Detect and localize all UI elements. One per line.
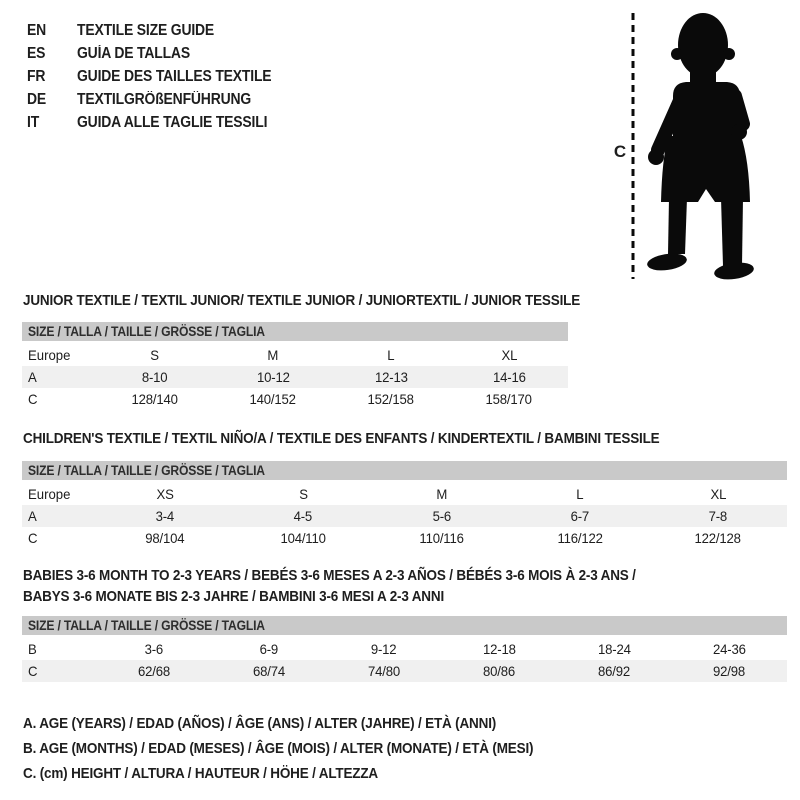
children-section-title-text: CHILDREN'S TEXTILE / TEXTIL NIÑO/A / TEXTILE DES ENFANTS / KINDERTEXTIL / BAMBINI TESSILE (23, 430, 660, 447)
row-label: C (28, 391, 38, 407)
table-row-height (22, 527, 787, 549)
language-title: TEXTILGRÖßENFÜHRUNG (77, 91, 252, 108)
size-cell: L (387, 347, 395, 363)
junior-size-table (22, 322, 568, 410)
height-cell: 158/170 (485, 391, 533, 407)
size-cell: S (299, 486, 308, 502)
children-size-table-header (22, 461, 787, 480)
junior-size-table-header (22, 322, 568, 341)
height-cell: 104/110 (280, 530, 326, 546)
junior-section-title-text: JUNIOR TEXTILE / TEXTIL JUNIOR/ TEXTILE JUNIOR / JUNIORTEXTIL / JUNIOR TESSILE (23, 292, 581, 309)
language-title: TEXTILE SIZE GUIDE (77, 22, 215, 39)
row-label: Europe (28, 347, 71, 363)
table-row-europe (22, 483, 787, 505)
babies-size-table (22, 616, 787, 682)
size-cell: XS (156, 486, 174, 502)
language-row (27, 65, 293, 88)
size-cell: L (576, 486, 584, 502)
language-code: IT (27, 114, 40, 131)
size-cell: XL (501, 347, 517, 363)
children-size-table (22, 461, 787, 549)
language-title: GUIDA ALLE TAGLIE TESSILI (77, 114, 268, 131)
table-row-europe (22, 344, 568, 366)
junior-section-title (23, 290, 642, 311)
table-row-height (22, 388, 568, 410)
size-cell: M (267, 347, 279, 363)
size-header-text: SIZE / TALLA / TAILLE / GRÖSSE / TAGLIA (28, 618, 265, 633)
height-cell: 68/74 (252, 663, 285, 679)
age-cell: 3-6 (144, 641, 163, 657)
height-cell: 80/86 (483, 663, 516, 679)
height-cell: 98/104 (145, 530, 185, 546)
language-code: ES (27, 45, 46, 62)
age-cell: 10-12 (256, 369, 290, 385)
height-cell: 86/92 (598, 663, 631, 679)
height-cell: 128/140 (131, 391, 179, 407)
footnote-c: C. (cm) HEIGHT / ALTURA / HAUTEUR / HÖHE / ALTEZZA (23, 765, 378, 782)
table-row-height (22, 660, 787, 682)
age-cell: 6-9 (259, 641, 278, 657)
row-label: Europe (28, 486, 71, 502)
row-label: C (28, 663, 38, 679)
age-cell: 5-6 (432, 508, 451, 524)
table-row-age (22, 505, 787, 527)
size-header-text: SIZE / TALLA / TAILLE / GRÖSSE / TAGLIA (28, 324, 265, 339)
table-row-age (22, 366, 568, 388)
language-title: GUÍA DE TALLAS (77, 45, 190, 62)
row-label: B (28, 641, 37, 657)
age-cell: 9-12 (371, 641, 397, 657)
height-cell: 62/68 (137, 663, 170, 679)
size-cell: XL (710, 486, 726, 502)
language-code: FR (27, 68, 46, 85)
footnote-b: B. AGE (MONTHS) / EDAD (MESES) / ÂGE (MOIS) / ALTER (MONATE) / ETÀ (MESI) (23, 740, 534, 757)
language-title: GUIDE DES TAILLES TEXTILE (77, 68, 272, 85)
age-cell: 4-5 (294, 508, 313, 524)
age-cell: 18-24 (597, 641, 631, 657)
language-title-list (27, 19, 293, 134)
age-cell: 12-18 (482, 641, 516, 657)
language-row (27, 111, 293, 134)
babies-size-table-header (22, 616, 787, 635)
language-code: DE (27, 91, 47, 108)
height-cell: 122/128 (694, 530, 742, 546)
height-label: C (613, 142, 627, 161)
footnote-legend (23, 711, 590, 786)
language-row (27, 88, 293, 111)
babies-section-title-line2: BABYS 3-6 MONATE BIS 2-3 JAHRE / BAMBINI 3-6 MESI A 2-3 ANNI (23, 588, 445, 605)
age-cell: 14-16 (492, 369, 526, 385)
row-label: A (28, 508, 37, 524)
size-cell: S (150, 347, 160, 363)
language-row (27, 19, 293, 42)
age-cell: 12-13 (374, 369, 408, 385)
language-row (27, 42, 293, 65)
children-section-title (23, 428, 730, 449)
age-cell: 6-7 (570, 508, 589, 524)
babies-section-title (23, 565, 704, 607)
babies-section-title-line1: BABIES 3-6 MONTH TO 2-3 YEARS / BEBÉS 3-6 MESES A 2-3 AÑOS / BÉBÉS 3-6 MOIS À 2-3 ANS / (23, 567, 636, 584)
height-cell: 152/158 (367, 391, 415, 407)
age-cell: 7-8 (708, 508, 728, 524)
height-cell: 110/116 (419, 530, 464, 546)
row-label: C (28, 530, 38, 546)
toddler-silhouette-shape (646, 13, 755, 282)
age-cell: 3-4 (155, 508, 175, 524)
row-label: A (28, 369, 37, 385)
footnote-a: A. AGE (YEARS) / EDAD (AÑOS) / ÂGE (ANS) / ALTER (JAHRE) / ETÀ (ANNI) (23, 715, 497, 732)
language-code: EN (27, 22, 47, 39)
table-row-age-months (22, 638, 787, 660)
height-cell: 140/152 (249, 391, 297, 407)
size-header-text: SIZE / TALLA / TAILLE / GRÖSSE / TAGLIA (28, 463, 265, 478)
size-cell: M (436, 486, 447, 502)
height-cell: 74/80 (367, 663, 400, 679)
age-cell: 24-36 (713, 641, 746, 657)
height-cell: 116/122 (557, 530, 603, 546)
height-cell: 92/98 (713, 663, 746, 679)
age-cell: 8-10 (142, 369, 168, 385)
